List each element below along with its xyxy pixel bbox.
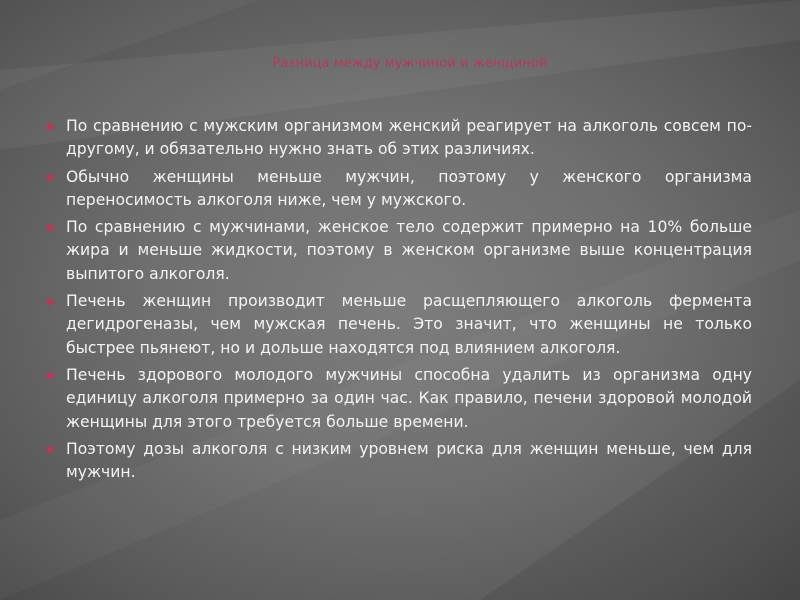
list-item-text: По сравнению с мужским организмом женский реагирует на алкоголь совсем по-другому, и обязательно нужно знать об этих различиях. [66,117,752,159]
bullet-icon: ▪ [46,294,55,310]
list-item [46,290,752,360]
bullet-icon: ▪ [46,119,55,134]
list-item-text: Обычно женщины меньше мужчин, поэтому у женского организма переносимость алкоголя ниже, чем у мужского. [66,167,752,209]
bullet-list [46,115,752,488]
list-item-text: Поэтому дозы алкоголя с низким уровнем риска для женщин меньше, чем для мужчин. [66,439,752,482]
list-item-text: По сравнению с мужчинами, женское тело содержит примерно на 10% больше жира и меньше жидкости, поэтому в женском организме выше концентрация выпитого алкоголя. [66,218,752,283]
list-item [46,364,752,434]
list-item [46,216,752,286]
list-item [46,438,752,485]
bullet-icon: ▪ [46,220,55,236]
list-item-text: Печень здорового молодого мужчины способна удалить из организма одну единицу алкоголя примерно за один час. Как правило, печени здоровой молодой женщины для этого требуется больше времени. [66,365,752,431]
bullet-icon: ▪ [46,441,55,457]
list-item [46,166,752,213]
bullet-icon: ▪ [46,367,55,383]
bullet-icon: ▪ [46,169,55,185]
list-item [46,115,752,162]
list-item-text: Печень женщин производит меньше расщепляющего алкоголь фермента дегидрогеназы, чем мужская печень. Это значит, что женщины не только быстрее пьянеют, но и дольше находятся под влиянием алкоголя. [66,292,752,357]
slide-title: Разница между мужчиной и женщиной [272,56,548,71]
